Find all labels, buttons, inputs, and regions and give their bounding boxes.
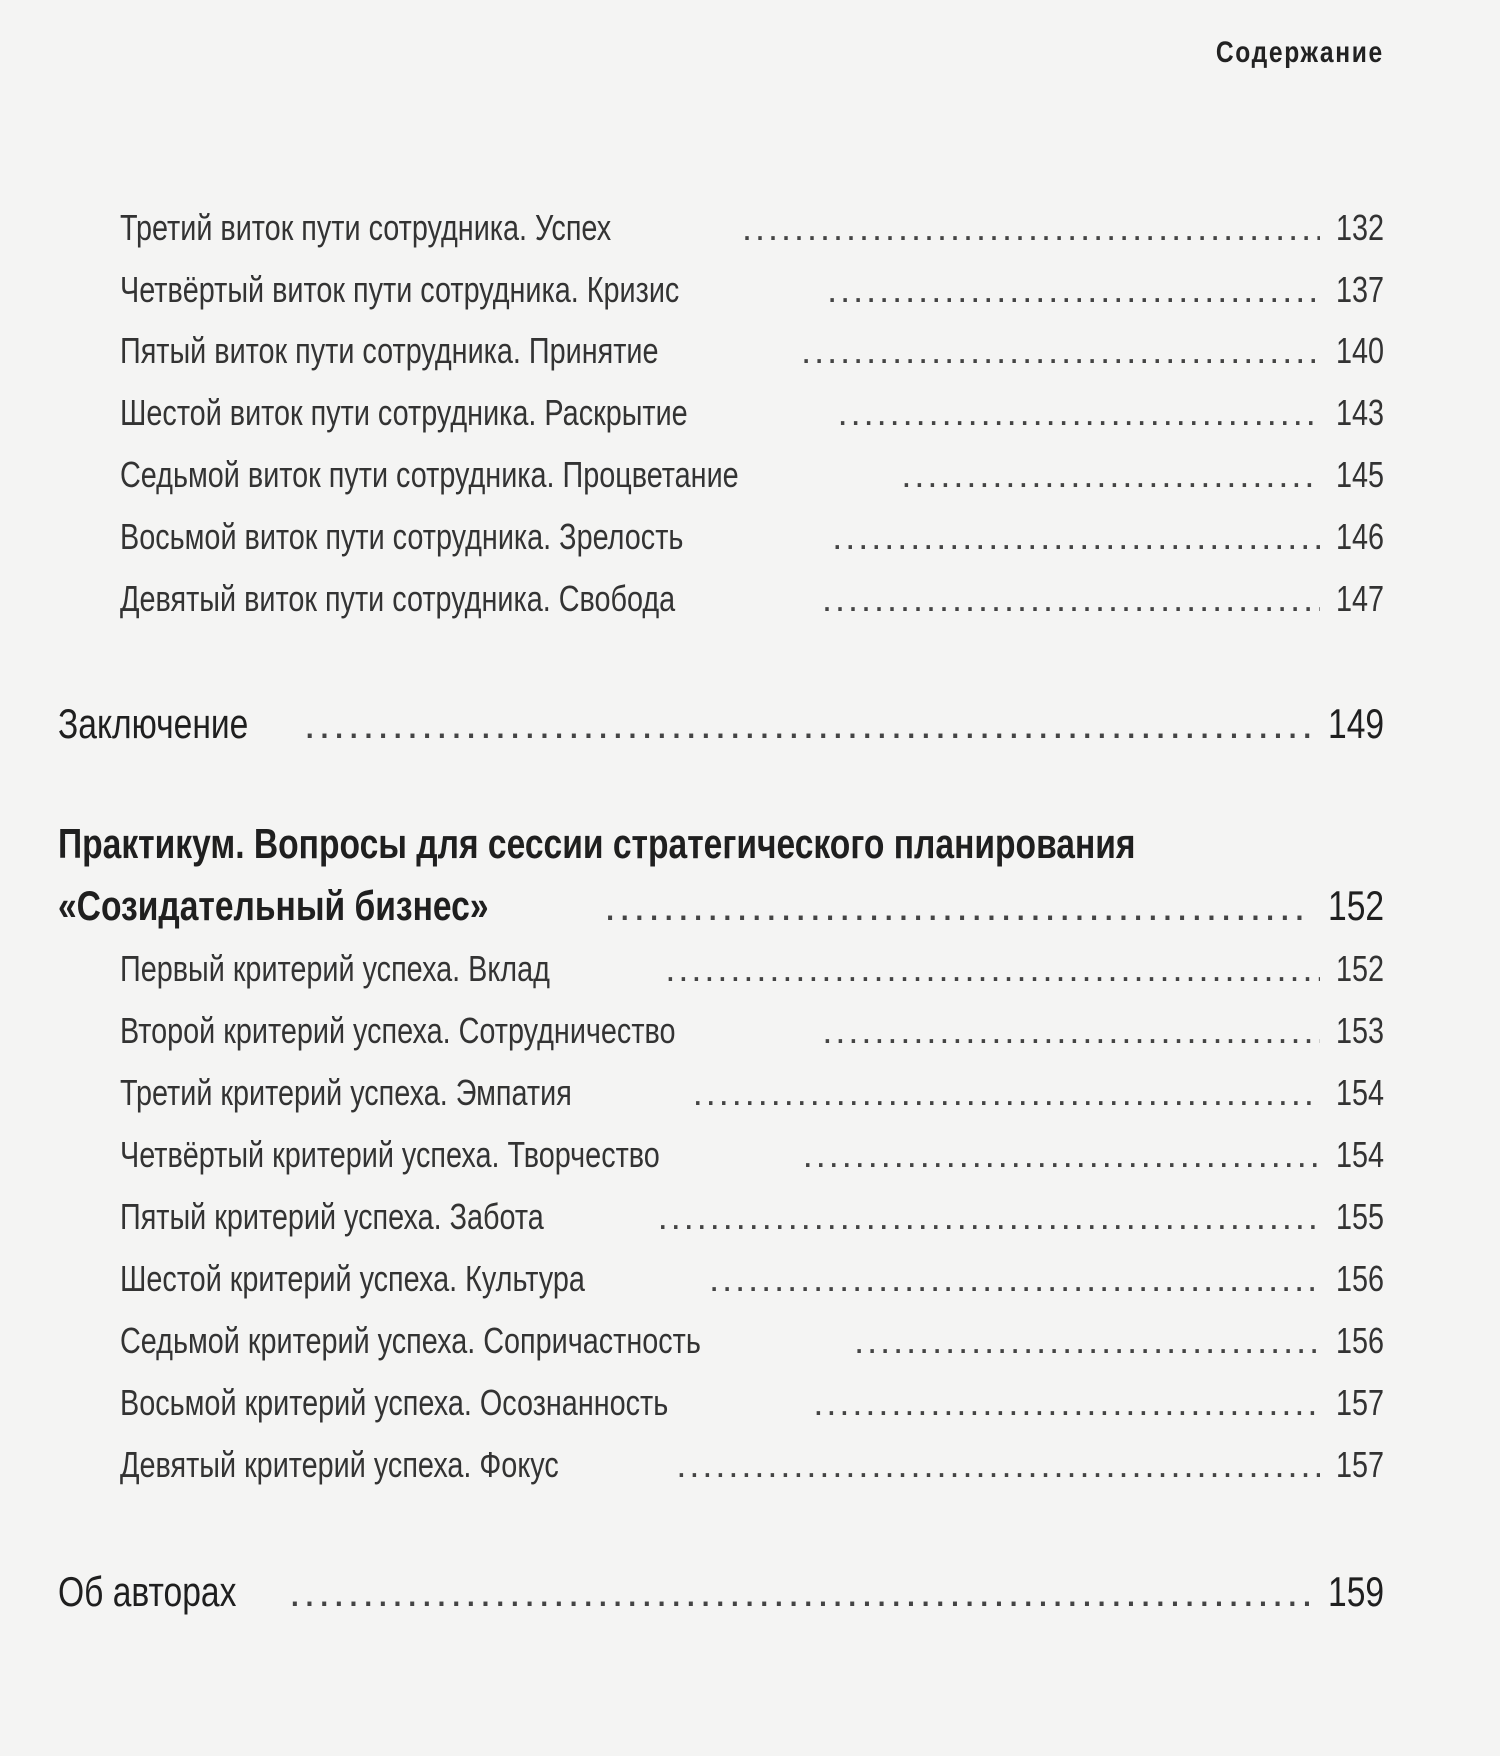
toc-entry[interactable] (120, 1320, 1384, 1362)
toc-entry[interactable] (120, 948, 1384, 990)
leader-dots (822, 1010, 1320, 1052)
toc-entry[interactable] (120, 1010, 1384, 1052)
toc-entry-title: Восьмой виток пути сотрудника. Зрелость (120, 516, 684, 557)
leader-dots (665, 948, 1320, 990)
toc-entry-practicum-title[interactable] (58, 820, 1136, 868)
leader-dots (693, 1072, 1320, 1114)
toc-entry-page: 154 (1335, 1072, 1384, 1113)
leader-dots (801, 330, 1320, 372)
toc-entry-practicum[interactable] (58, 882, 1384, 930)
toc-entry-page: 143 (1335, 392, 1384, 433)
toc-entry[interactable] (120, 1196, 1384, 1238)
toc-entry-page: 145 (1335, 454, 1384, 495)
toc-entry-page: 140 (1335, 330, 1384, 371)
toc-entry-conclusion[interactable] (58, 700, 1384, 748)
toc-entry-title: Девятый критерий успеха. Фокус (120, 1444, 559, 1485)
toc-entry-page: 147 (1335, 578, 1384, 619)
toc-entry-page: 155 (1335, 1196, 1384, 1237)
leader-dots (838, 392, 1320, 434)
leader-dots (304, 700, 1310, 748)
toc-entry[interactable] (120, 330, 1384, 372)
toc-entry-title: Девятый виток пути сотрудника. Свобода (120, 578, 676, 619)
toc-entry-page: 153 (1335, 1010, 1384, 1051)
leader-dots (813, 1382, 1320, 1424)
toc-entry-title: Восьмой критерий успеха. Осознанность (120, 1382, 669, 1423)
toc-entry-page: 156 (1335, 1258, 1384, 1299)
leader-dots (742, 207, 1320, 249)
practicum-prefix: Практикум. (58, 820, 245, 867)
toc-entry[interactable] (120, 1444, 1384, 1486)
toc-entry-title: Первый критерий успеха. Вклад (120, 948, 550, 989)
toc-entry-title: Седьмой критерий успеха. Сопричастность (120, 1320, 701, 1361)
toc-entry-page: 159 (1327, 1568, 1384, 1615)
leader-dots (676, 1444, 1320, 1486)
leader-dots (709, 1258, 1320, 1300)
leader-dots (658, 1196, 1320, 1238)
toc-entry[interactable] (120, 1382, 1384, 1424)
toc-entry-page: 132 (1335, 207, 1384, 248)
leader-dots (822, 578, 1320, 620)
toc-entry[interactable] (120, 516, 1384, 558)
leader-dots (854, 1320, 1320, 1362)
toc-entry-title: Третий виток пути сотрудника. Успех (120, 207, 612, 248)
leader-dots (832, 516, 1320, 558)
toc-entry-title: Шестой критерий успеха. Культура (120, 1258, 585, 1299)
toc-entry[interactable] (120, 1134, 1384, 1176)
toc-entry-page: 154 (1335, 1134, 1384, 1175)
toc-entry-page: 152 (1335, 948, 1384, 989)
toc-entry-title: Пятый критерий успеха. Забота (120, 1196, 544, 1237)
running-header: Содержание (1216, 36, 1384, 69)
toc-entry[interactable] (120, 207, 1384, 249)
toc-entry[interactable] (120, 392, 1384, 434)
toc-entry[interactable] (120, 269, 1384, 311)
toc-entry-page: 137 (1335, 269, 1384, 310)
toc-entry-title: Четвёртый критерий успеха. Творчество (120, 1134, 660, 1175)
toc-entry[interactable] (120, 1072, 1384, 1114)
toc-entry-page: 157 (1335, 1444, 1384, 1485)
toc-entry-page: 156 (1335, 1320, 1384, 1361)
toc-entry-title: Четвёртый виток пути сотрудника. Кризис (120, 269, 680, 310)
toc-entry-title: Заключение (58, 700, 249, 747)
toc-entry-title: Пятый виток пути сотрудника. Принятие (120, 330, 659, 371)
toc-entry-page: 146 (1335, 516, 1384, 557)
toc-entry-page: 157 (1335, 1382, 1384, 1423)
toc-entry-page: 149 (1327, 700, 1384, 747)
toc-entry-title: Третий критерий успеха. Эмпатия (120, 1072, 572, 1113)
leader-dots (604, 882, 1310, 930)
toc-entry-page: 152 (1327, 882, 1384, 929)
toc-entry[interactable] (120, 454, 1384, 496)
leader-dots (827, 269, 1320, 311)
toc-entry-authors[interactable] (58, 1568, 1384, 1616)
toc-entry[interactable] (120, 1258, 1384, 1300)
leader-dots (901, 454, 1320, 496)
toc-entry[interactable] (120, 578, 1384, 620)
practicum-title-rest: Вопросы для сессии стратегического планирования (244, 820, 1136, 867)
toc-entry-title: Об авторах (58, 1568, 237, 1615)
leader-dots (289, 1568, 1310, 1616)
toc-entry-title: Шестой виток пути сотрудника. Раскрытие (120, 392, 688, 433)
toc-entry-title: Седьмой виток пути сотрудника. Процветание (120, 454, 739, 495)
toc-entry-title: «Созидательный бизнес» (58, 882, 489, 929)
toc-entry-title: Второй критерий успеха. Сотрудничество (120, 1010, 676, 1051)
leader-dots (803, 1134, 1320, 1176)
